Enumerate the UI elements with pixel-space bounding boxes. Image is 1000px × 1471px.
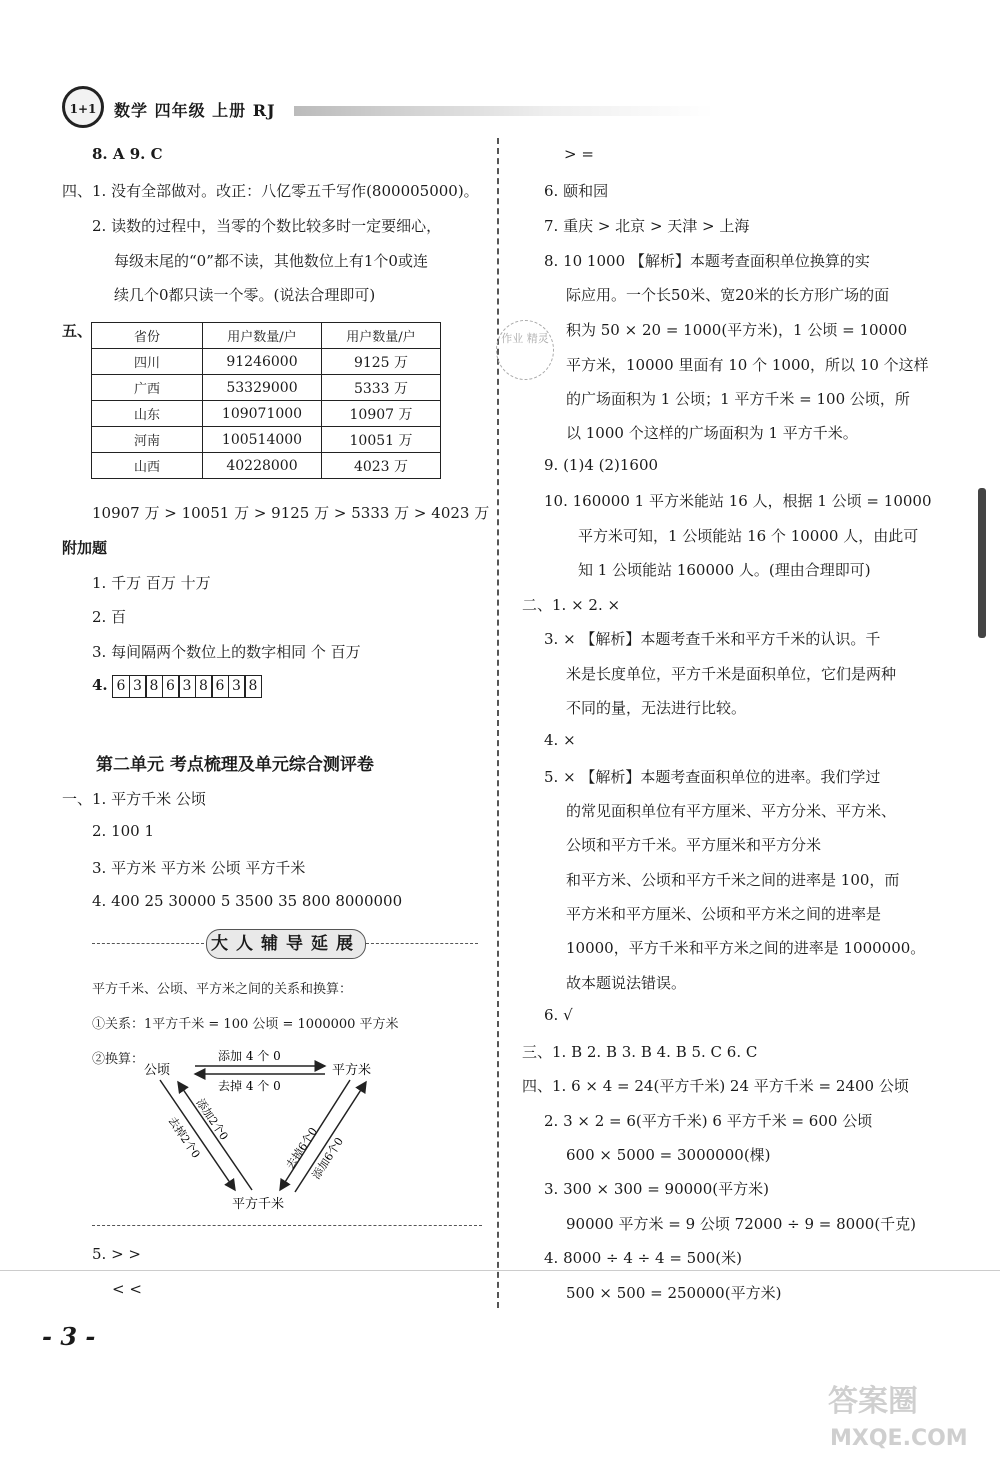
answer-line: 积为 50 × 20 = 1000(平方米)，1 公顷 = 10000 bbox=[566, 321, 908, 339]
digit-box: 8 bbox=[195, 675, 213, 698]
answer-line: 2. 100 1 bbox=[92, 822, 155, 840]
unit-title: 第二单元 考点梳理及单元综合测评卷 bbox=[96, 755, 374, 775]
table-row bbox=[92, 375, 441, 401]
answer-line: 4. × bbox=[544, 731, 576, 749]
answer-line: 4. bbox=[92, 676, 108, 694]
answer-line: 三、1. B 2. B 3. B 4. B 5. C 6. C bbox=[522, 1043, 758, 1061]
table-row bbox=[92, 401, 441, 427]
node-square-meter: 平方米 bbox=[332, 1063, 372, 1078]
answer-line: 3. 300 × 300 = 90000(平方米) bbox=[544, 1180, 769, 1198]
table-row bbox=[92, 453, 441, 479]
answer-line: 的常见面积单位有平方厘米、平方分米、平方米、 bbox=[566, 802, 897, 820]
label-right-add: 添加6个0 bbox=[309, 1135, 347, 1182]
note-line: ②换算： bbox=[92, 1052, 145, 1067]
publisher-logo: 1+1 bbox=[62, 86, 104, 128]
table-cell: 山东 bbox=[92, 401, 203, 427]
label-left-remove: 去掉2个0 bbox=[165, 1114, 203, 1161]
answer-line: 2. 3 × 2 = 6(平方千米) 6 平方千米 = 600 公顷 bbox=[544, 1112, 873, 1130]
book-title: 数学 四年级 上册 RJ bbox=[114, 101, 276, 120]
answer-line: 6. √ bbox=[544, 1006, 573, 1024]
answer-line: 平方米和平方厘米、公顷和平方米之间的进率是 bbox=[566, 905, 882, 923]
answer-line: < < bbox=[112, 1280, 142, 1298]
answer-line: 二、1. × 2. × bbox=[522, 596, 621, 614]
answer-line: 10000，平方千米和平方米之间的进率是 1000000。 bbox=[566, 939, 926, 957]
answer-line: 4. 400 25 30000 5 3500 35 800 8000000 bbox=[92, 892, 403, 910]
answer-line: 一、1. 平方千米 公顷 bbox=[62, 790, 206, 808]
section-label: 五、 bbox=[62, 322, 93, 340]
table-cell: 4023 万 bbox=[322, 453, 441, 479]
answer-line: 公顷和平方千米。平方厘米和平方分米 bbox=[566, 836, 822, 854]
extra-title: 附加题 bbox=[62, 539, 108, 557]
digit-box: 8 bbox=[244, 675, 262, 698]
label-right-remove: 去掉6个0 bbox=[283, 1125, 321, 1172]
note-line: ①关系：1平方千米 = 100 公顷 = 1000000 平方米 bbox=[92, 1017, 399, 1032]
answer-line: 3. 每间隔两个数位上的数字相同 个 百万 bbox=[92, 643, 361, 661]
answer-line: 9. (1)4 (2)1600 bbox=[544, 456, 659, 474]
answer-line: 5. > > bbox=[92, 1245, 141, 1263]
binding-mark bbox=[978, 488, 986, 638]
answer-line: 米是长度单位，平方千米是面积单位，它们是两种 bbox=[566, 665, 897, 683]
label-left-add: 添加2个0 bbox=[193, 1096, 231, 1143]
table-row bbox=[92, 349, 441, 375]
digit-box: 3 bbox=[129, 675, 147, 698]
digit-box: 6 bbox=[211, 675, 229, 698]
answer-line: 3. × 【解析】本题考查千米和平方千米的认识。千 bbox=[544, 630, 881, 648]
table-cell: 109071000 bbox=[203, 401, 322, 427]
page-header bbox=[62, 86, 942, 132]
answer-line: 平方米可知，1 公顷能站 16 个 10000 人，由此可 bbox=[578, 527, 919, 545]
answer-line: 不同的量，无法进行比较。 bbox=[566, 699, 747, 717]
table-row bbox=[92, 427, 441, 453]
table-header-row bbox=[92, 323, 441, 349]
table-cell: 四川 bbox=[92, 349, 203, 375]
answer-line: 1. 千万 百万 十万 bbox=[92, 574, 211, 592]
table-cell: 100514000 bbox=[203, 427, 322, 453]
answer-line: 2. 读数的过程中，当零的个数比较多时一定要细心， bbox=[92, 217, 442, 235]
answer-line: 际应用。一个长50米、宽20米的长方形广场的面 bbox=[566, 286, 890, 304]
answer-line: 3. 平方米 平方米 公顷 平方千米 bbox=[92, 859, 306, 877]
answer-line: 续几个0都只读一个零。(说法合理即可) bbox=[114, 286, 376, 304]
digit-box: 8 bbox=[145, 675, 163, 698]
table-cell: 河南 bbox=[92, 427, 203, 453]
answer-line: 10. 160000 1 平方米能站 16 人，根据 1 公顷 = 10000 bbox=[544, 492, 932, 510]
site-watermark-url: MXQE.COM bbox=[830, 1426, 968, 1451]
table-cell: 广西 bbox=[92, 375, 203, 401]
node-hectare: 公顷 bbox=[144, 1063, 171, 1078]
page-number: - 3 - bbox=[42, 1322, 96, 1351]
table-cell: 山西 bbox=[92, 453, 203, 479]
answer-line: 知 1 公顷能站 160000 人。(理由合理即可) bbox=[578, 561, 871, 579]
digit-box: 3 bbox=[228, 675, 246, 698]
label-top-add: 添加 4 个 0 bbox=[218, 1049, 281, 1063]
answer-line: 6. 颐和园 bbox=[544, 182, 609, 200]
note-line: 平方千米、公顷、平方米之间的关系和换算： bbox=[92, 982, 353, 997]
answer-line: 平方米，10000 里面有 10 个 1000，所以 10 个这样 bbox=[566, 356, 929, 374]
table-cell: 10907 万 bbox=[322, 401, 441, 427]
banner-line bbox=[366, 943, 478, 944]
digit-boxes bbox=[112, 675, 261, 698]
answer-line: 8. 10 1000 【解析】本题考查面积单位换算的实 bbox=[544, 252, 870, 270]
answer-line: 和平方米、公顷和平方千米之间的进率是 100，而 bbox=[566, 871, 900, 889]
answer-line: 5. × 【解析】本题考查面积单位的进率。我们学过 bbox=[544, 768, 881, 786]
column-header: 用户数量/户 bbox=[203, 323, 322, 349]
label-top-remove: 去掉 4 个 0 bbox=[218, 1079, 281, 1093]
table-cell: 10051 万 bbox=[322, 427, 441, 453]
user-count-table bbox=[91, 322, 441, 479]
column-divider bbox=[497, 138, 499, 1308]
answer-line: 500 × 500 = 250000(平方米) bbox=[566, 1284, 782, 1302]
table-cell: 91246000 bbox=[203, 349, 322, 375]
digit-box: 6 bbox=[112, 675, 130, 698]
footer-rule bbox=[0, 1270, 1000, 1271]
answer-line: 7. 重庆 > 北京 > 天津 > 上海 bbox=[544, 217, 750, 235]
answer-line: 四、1. 6 × 4 = 24(平方千米) 24 平方千米 = 2400 公顷 bbox=[522, 1077, 909, 1095]
answer-line: 四、1. 没有全部做对。改正：八亿零五千写作(800005000)。 bbox=[62, 182, 479, 200]
column-header: 省份 bbox=[92, 323, 203, 349]
header-decoration bbox=[294, 106, 714, 116]
section-divider bbox=[92, 1225, 482, 1226]
column-header: 用户数量/户 bbox=[322, 323, 441, 349]
answer-line: > = bbox=[564, 145, 594, 163]
comparison-line: 10907 万 > 10051 万 > 9125 万 > 5333 万 > 4023 万 bbox=[92, 504, 490, 522]
answer-line: 2. 百 bbox=[92, 608, 127, 626]
table-cell: 53329000 bbox=[203, 375, 322, 401]
site-watermark: 答案圈 bbox=[828, 1384, 918, 1419]
table-cell: 40228000 bbox=[203, 453, 322, 479]
digit-box: 3 bbox=[178, 675, 196, 698]
watermark-stamp: 作业 精灵 bbox=[496, 320, 554, 380]
table-cell: 5333 万 bbox=[322, 375, 441, 401]
answer-line: 600 × 5000 = 3000000(棵) bbox=[566, 1146, 771, 1164]
banner-line bbox=[92, 943, 204, 944]
extension-banner: 大人辅导延展 bbox=[206, 929, 366, 959]
answer-line: 故本题说法错误。 bbox=[566, 974, 687, 992]
node-square-km: 平方千米 bbox=[232, 1197, 285, 1212]
answer-line: 90000 平方米 = 9 公顷 72000 ÷ 9 = 8000(千克) bbox=[566, 1215, 917, 1233]
table-cell: 9125 万 bbox=[322, 349, 441, 375]
answer-line: 以 1000 个这样的广场面积为 1 平方千米。 bbox=[566, 424, 858, 442]
digit-box: 6 bbox=[162, 675, 180, 698]
answer-line: 8. A 9. C bbox=[92, 145, 163, 163]
unit-conversion-diagram bbox=[140, 1040, 400, 1220]
answer-line: 每级末尾的“0”都不读，其他数位上有1个0或连 bbox=[114, 252, 428, 270]
answer-line: 的广场面积为 1 公顷；1 平方千米 = 100 公顷，所 bbox=[566, 390, 910, 408]
answer-line: 4. 8000 ÷ 4 ÷ 4 = 500(米) bbox=[544, 1249, 742, 1267]
